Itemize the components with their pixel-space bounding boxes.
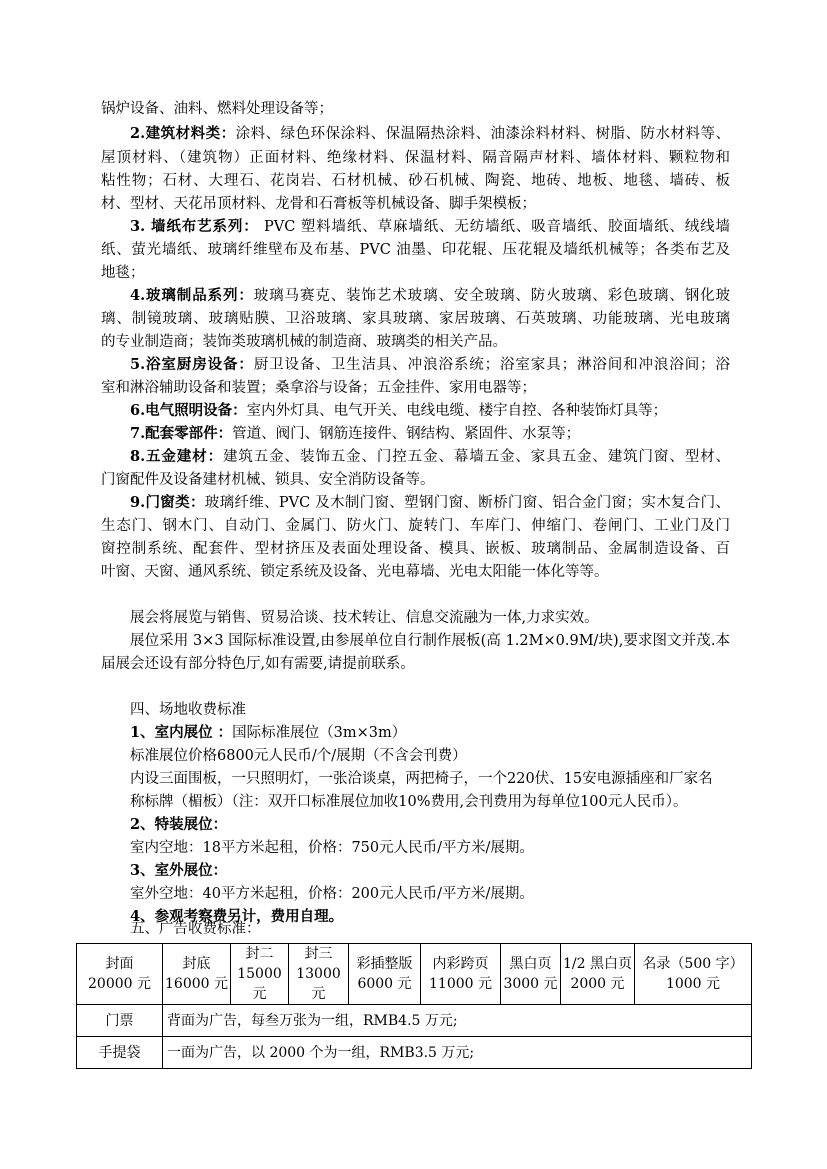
text-line: 展会将展览与销售、贸易洽谈、技术转让、信息交流融为一体,力求实效。: [130, 610, 599, 626]
special-booth-heading: 2、特装展位：: [130, 816, 228, 833]
text-line: 屋顶材料、（建筑物）正面材料、绝缘材料、保温材料、隔音隔声材料、墙体材料、颗粒物和: [101, 150, 730, 166]
category-lighting: 6.电气照明设备：室内外灯具、电气开关、电线电缆、楼宇自控、各种装饰灯具等；: [130, 402, 668, 419]
text-line: 粘性物；石材、大理石、花岗岩、石材机械、砂石机械、陶瓷、地砖、地板、地毯、墙砖、板: [101, 173, 730, 189]
text-line: 窗控制系统、配套件、型材挤压及表面处理设备、模具、嵌板、玻璃制品、金属制造设备、百: [101, 541, 730, 557]
text-line: 展位采用 3×3 国际标准设置,由参展单位自行制作展板(高 1.2M×0.9M/块),要求图文并茂.本: [130, 633, 730, 649]
outdoor-booth-heading: 3、室外展位：: [130, 862, 228, 879]
text-line: 生态门、钢木门、自动门、金属门、防火门、旋转门、车库门、伸缩门、卷闸门、工业门及门: [101, 518, 730, 534]
category-hardware: 8.五金建材：建筑五金、装饰五金、门控五金、幕墙五金、家具五金、建筑门窗、型材、: [130, 448, 730, 465]
ad-row-label: 手提袋: [77, 1037, 163, 1069]
ad-row-text: 背面为广告，每叁万张为一组，RMB4.5 万元;: [163, 1005, 752, 1037]
ad-row-text: 一面为广告，以 2000 个为一组，RMB3.5 万元;: [163, 1037, 752, 1069]
ad-row-handbag: [77, 1037, 752, 1069]
text-line: 的专业制造商；装饰类玻璃机械的制造商、玻璃类的相关产品。: [101, 334, 507, 350]
category-bathroom-kitchen: 5.浴室厨房设备：厨卫设备、卫生洁具、冲浪浴系统；浴室家具；淋浴间和冲浪浴间；浴: [130, 356, 730, 373]
text-line: 地毯；: [101, 265, 145, 281]
text-line: 标准展位价格6800元人民币/个/展期（不含会刊费）: [130, 748, 467, 764]
text-line: 璃、制镜玻璃、玻璃贴膜、卫浴玻璃、家具玻璃、家居玻璃、石英玻璃、功能玻璃、光电玻璃: [101, 311, 730, 327]
text-line: 锅炉设备、油料、燃料处理设备等；: [101, 101, 333, 117]
text-line: 材、型材、天花吊顶材料、龙骨和石膏板等机械设备、脚手架模板；: [101, 196, 536, 212]
category-building-materials: 2.建筑材料类：涂料、绿色环保涂料、保温隔热涂料、油漆涂料材料、树脂、防水材料等、: [130, 125, 731, 142]
ad-row-ticket: [77, 1005, 752, 1037]
advertising-fee-table: [76, 943, 752, 1069]
text-line: 称标牌（楣板）（注：双开口标准展位加收10%费用,会刊费用为每单位100元人民币）。: [130, 794, 688, 810]
ad-cell: 名录（500 字） 1000 元: [635, 944, 752, 1005]
ad-price-row: [77, 944, 752, 1005]
text-line: 室外空地：40平方米起租，价格：200元人民币/平方米/展期。: [130, 886, 534, 902]
visit-fee-note: 4、参观考察费另计，费用自理。: [130, 908, 344, 925]
ad-row-label: 门票: [77, 1005, 163, 1037]
category-wallpaper: 3. 墙纸布艺系列： PVC 塑料墙纸、草麻墙纸、无纺墙纸、吸音墙纸、胶面墙纸、绒线墙: [130, 218, 730, 235]
text-line: 叶窗、天窗、通风系统、锁定系统及设备、光电幕墙、光电太阳能一体化等等。: [101, 564, 609, 580]
ad-cell: 封面 20000 元: [77, 944, 163, 1005]
category-doors-windows: 9.门窗类：玻璃纤维、PVC 及木制门窗、塑钢门窗、断桥门窗、铝合金门窗；实木复合门、: [130, 494, 730, 511]
text-line: 纸、萤光墙纸、玻璃纤维壁布及布基、PVC 油墨、印花辊、压花辊及墙纸机械等；各类布艺及: [101, 242, 730, 258]
ad-cell: 封三 13000 元: [289, 944, 349, 1005]
ad-cell: 封二 15000 元: [231, 944, 289, 1005]
category-glass: 4.玻璃制品系列：玻璃马赛克、装饰艺术玻璃、安全玻璃、防火玻璃、彩色玻璃、钢化玻: [130, 287, 730, 304]
indoor-booth-heading: 1、室内展位 ：国际标准展位（3m×3m）: [130, 724, 407, 741]
ad-cell: 内彩跨页 11000 元: [421, 944, 501, 1005]
text-line: 室内空地：18平方米起租，价格：750元人民币/平方米/展期。: [130, 840, 534, 856]
text-line: 室和淋浴辅助设备和装置；桑拿浴与设备；五金挂件、家用电器等；: [101, 380, 536, 396]
ad-cell: 黑白页 3000 元: [501, 944, 561, 1005]
ad-cell: 彩插整版 6000 元: [349, 944, 421, 1005]
text-line: 门窗配件及设备建材机械、锁具、安全消防设备等。: [101, 472, 435, 488]
ad-cell: 封底 16000 元: [163, 944, 231, 1005]
text-line: 届展会还设有部分特色厅,如有需要,请提前联系。: [101, 656, 415, 672]
section-heading-ad-fees: 五、广告收费标准：: [130, 921, 261, 937]
text-line: 内设三面围板，一只照明灯，一张洽谈桌，两把椅子，一个220伏、15安电源插座和厂家名: [130, 771, 713, 787]
category-parts: 7.配套零部件：管道、阀门、钢筋连接件、钢结构、紧固件、水泵等；: [130, 425, 581, 442]
ad-cell: 1/2 黑白页 2000 元: [561, 944, 635, 1005]
section-heading-venue-fees: 四、场地收费标准: [130, 702, 246, 718]
